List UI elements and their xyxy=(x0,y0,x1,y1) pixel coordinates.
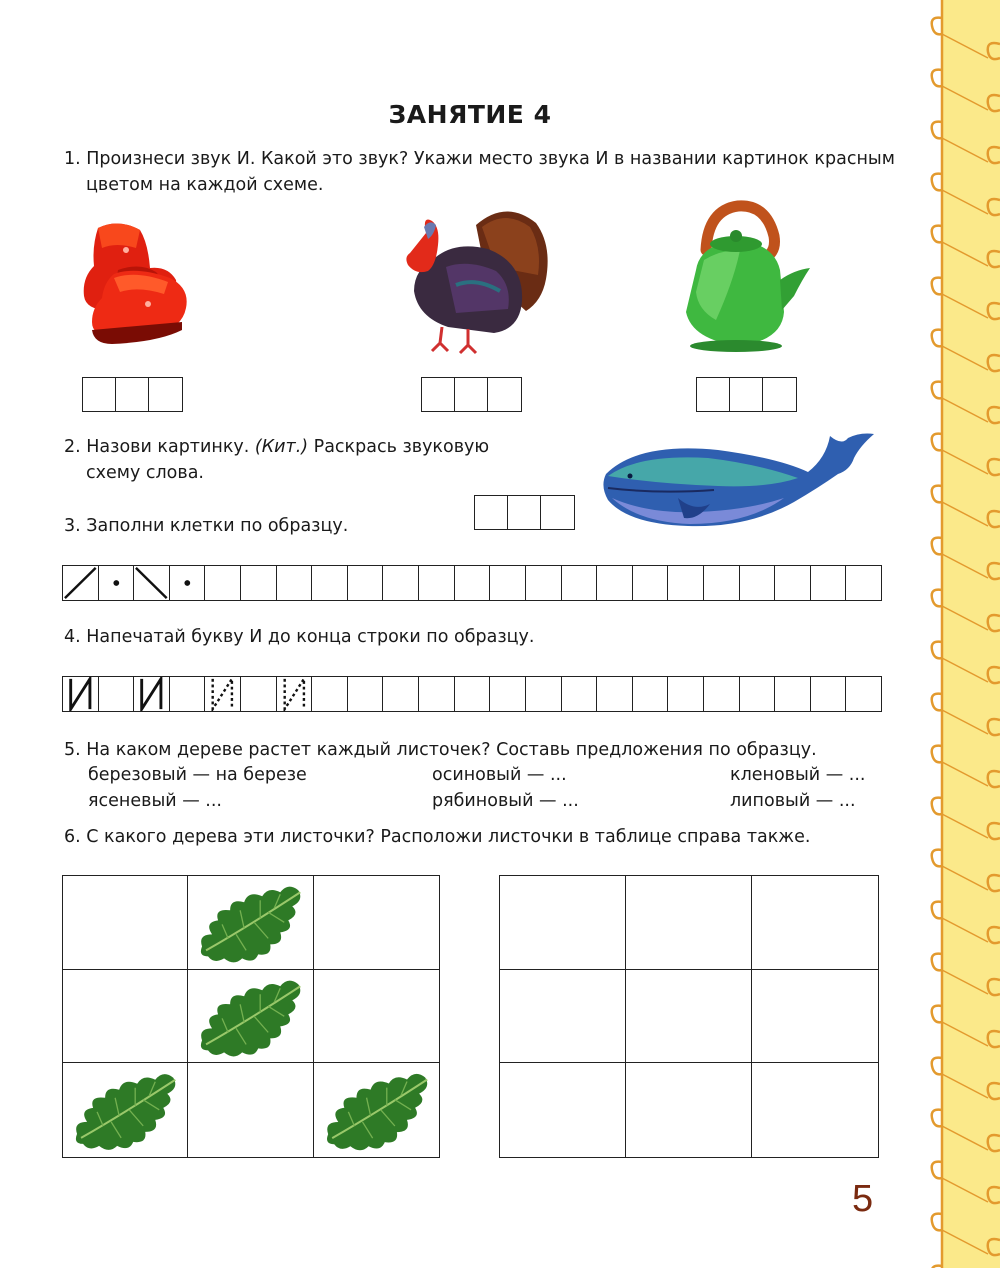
pattern-cell[interactable] xyxy=(170,566,206,600)
puzzle-border xyxy=(928,0,1000,1268)
red-shoes-image xyxy=(78,218,193,353)
answer-table-cell[interactable] xyxy=(500,970,626,1064)
answer-table-cell[interactable] xyxy=(500,876,626,970)
pattern-cell[interactable] xyxy=(312,566,348,600)
sample-table-cell xyxy=(63,1063,188,1157)
letter-cell[interactable] xyxy=(99,677,135,711)
oak-leaf-icon xyxy=(188,970,312,1063)
pattern-cell[interactable] xyxy=(490,566,526,600)
pattern-cell[interactable] xyxy=(348,566,384,600)
task1-line1: 1. Произнеси звук И. Какой это звук? Укажи место звука И в названии картинок красным xyxy=(64,149,895,169)
letter-cell[interactable] xyxy=(704,677,740,711)
task4-instruction: 4. Напечатай букву И до конца строки по образцу. xyxy=(64,627,535,647)
pattern-cell[interactable] xyxy=(740,566,776,600)
pattern-row[interactable] xyxy=(62,565,882,601)
sample-table-cell xyxy=(188,1063,313,1157)
letter-sample-solid[interactable] xyxy=(134,677,170,711)
letter-cell[interactable] xyxy=(241,677,277,711)
example-birch: березовый — на березе xyxy=(88,765,307,785)
oak-leaf-icon xyxy=(188,876,312,969)
answer-table-cell[interactable] xyxy=(626,970,752,1064)
oak-leaf-icon xyxy=(314,1063,439,1157)
letter-cell[interactable] xyxy=(668,677,704,711)
sound-scheme-kettle[interactable] xyxy=(696,377,797,412)
letter-cell[interactable] xyxy=(526,677,562,711)
sample-table-cell xyxy=(314,970,439,1064)
example-linden: липовый — ... xyxy=(730,791,856,811)
task2-hint: (Кит.) xyxy=(254,437,309,457)
sample-table-cell xyxy=(63,876,188,970)
task3-instruction: 3. Заполни клетки по образцу. xyxy=(64,516,349,536)
pattern-cell[interactable] xyxy=(99,566,135,600)
pattern-cell[interactable] xyxy=(526,566,562,600)
letter-cell[interactable] xyxy=(348,677,384,711)
pattern-cell[interactable] xyxy=(597,566,633,600)
pattern-cell[interactable] xyxy=(775,566,811,600)
answer-table-cell[interactable] xyxy=(626,876,752,970)
letter-cell[interactable] xyxy=(633,677,669,711)
example-rowan: рябиновый — ... xyxy=(432,791,579,811)
pattern-cell[interactable] xyxy=(277,566,313,600)
task2-line2: схему слова. xyxy=(86,463,204,483)
letter-cell[interactable] xyxy=(170,677,206,711)
answer-table-cell[interactable] xyxy=(752,970,878,1064)
task6-instruction: 6. С какого дерева эти листочки? Расположи листочки в таблице справа также. xyxy=(64,827,811,847)
pattern-cell[interactable] xyxy=(383,566,419,600)
pattern-cell[interactable] xyxy=(811,566,847,600)
letter-cell[interactable] xyxy=(811,677,847,711)
sound-scheme-turkey[interactable] xyxy=(421,377,522,412)
task5-instruction: 5. На каком дереве растет каждый листочек? Составь предложения по образцу. xyxy=(64,740,817,760)
pattern-cell[interactable] xyxy=(63,566,99,600)
answer-table-cell[interactable] xyxy=(752,1063,878,1157)
example-aspen: осиновый — ... xyxy=(432,765,567,785)
pattern-cell[interactable] xyxy=(455,566,491,600)
letter-cell[interactable] xyxy=(740,677,776,711)
sample-table-cell xyxy=(188,876,313,970)
letter-cell[interactable] xyxy=(312,677,348,711)
turkey-image xyxy=(396,205,551,355)
pattern-cell[interactable] xyxy=(205,566,241,600)
sample-table-cell xyxy=(63,970,188,1064)
pattern-cell[interactable] xyxy=(419,566,455,600)
letter-sample-dashed[interactable] xyxy=(205,677,241,711)
example-maple: кленовый — ... xyxy=(730,765,866,785)
sample-table-cell xyxy=(314,1063,439,1157)
pattern-cell[interactable] xyxy=(134,566,170,600)
letter-cell[interactable] xyxy=(562,677,598,711)
pattern-cell[interactable] xyxy=(846,566,881,600)
answer-table-cell[interactable] xyxy=(752,876,878,970)
letter-cell[interactable] xyxy=(490,677,526,711)
letter-row[interactable] xyxy=(62,676,882,712)
sample-table-cell xyxy=(188,970,313,1064)
answer-table-cell[interactable] xyxy=(500,1063,626,1157)
example-ash: ясеневый — ... xyxy=(88,791,222,811)
whale-image xyxy=(598,428,878,533)
oak-leaf-icon xyxy=(63,1063,187,1157)
pattern-cell[interactable] xyxy=(241,566,277,600)
pattern-cell[interactable] xyxy=(668,566,704,600)
sound-scheme-whale[interactable] xyxy=(474,495,575,530)
letter-sample-dashed[interactable] xyxy=(277,677,313,711)
answer-table-cell[interactable] xyxy=(626,1063,752,1157)
pattern-cell[interactable] xyxy=(562,566,598,600)
pattern-cell[interactable] xyxy=(633,566,669,600)
answer-leaf-table[interactable] xyxy=(499,875,879,1158)
pattern-cell[interactable] xyxy=(704,566,740,600)
letter-cell[interactable] xyxy=(846,677,881,711)
letter-cell[interactable] xyxy=(775,677,811,711)
sample-table-cell xyxy=(314,876,439,970)
sample-leaf-table xyxy=(62,875,440,1158)
letter-cell[interactable] xyxy=(597,677,633,711)
lesson-title: ЗАНЯТИЕ 4 xyxy=(388,100,552,129)
green-kettle-image xyxy=(676,200,824,355)
letter-cell[interactable] xyxy=(419,677,455,711)
letter-sample-solid[interactable] xyxy=(63,677,99,711)
letter-cell[interactable] xyxy=(455,677,491,711)
sound-scheme-shoes[interactable] xyxy=(82,377,183,412)
task1-line2: цветом на каждой схеме. xyxy=(86,175,324,195)
page-number: 5 xyxy=(852,1178,874,1220)
letter-cell[interactable] xyxy=(383,677,419,711)
task2-line1: 2. Назови картинку. (Кит.) Раскрась звуковую xyxy=(64,437,490,457)
